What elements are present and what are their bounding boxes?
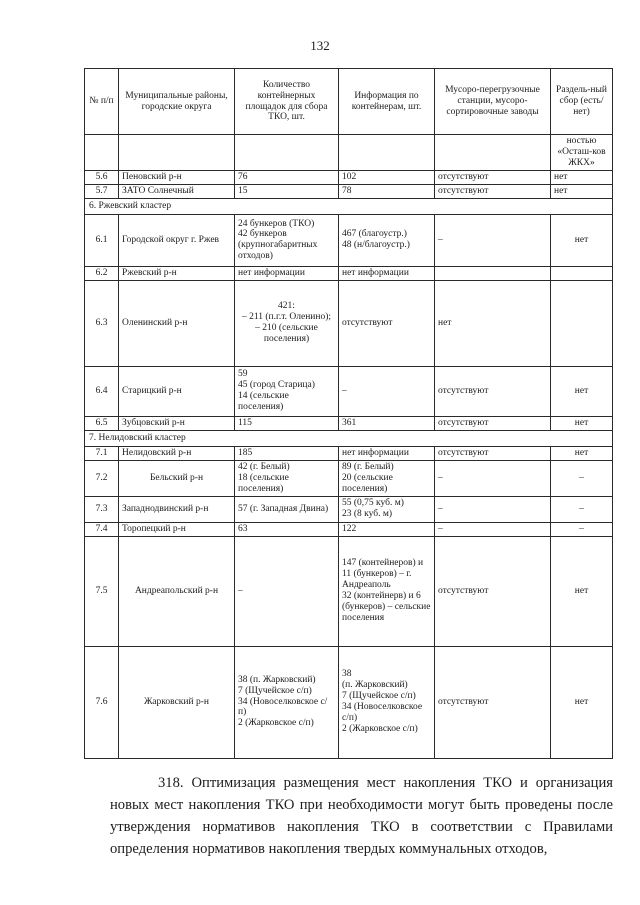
municipality-name: Жарковский р-н bbox=[119, 646, 235, 758]
containers-info: 147 (контейнеров) и 11 (бункеров) – г. Андреаполь 32 (контейнерв) и 6 (бункеров) – сельские поселения bbox=[339, 536, 435, 646]
containers-info: 38 (п. Жарковский) 7 (Щучейское с/п) 34 (Новоселковское с/п) 2 (Жарковское с/п) bbox=[339, 646, 435, 758]
separate-collection: – bbox=[551, 460, 613, 496]
table-row bbox=[85, 446, 613, 460]
stations-info: нет bbox=[435, 280, 551, 366]
separate-collection: нет bbox=[551, 536, 613, 646]
sites-count: 63 bbox=[235, 522, 339, 536]
stations-info: – bbox=[435, 496, 551, 522]
municipality-name: Пеновский р-н bbox=[119, 171, 235, 185]
table-row bbox=[85, 460, 613, 496]
municipality-name: Андреапольский р-н bbox=[119, 536, 235, 646]
table-row bbox=[85, 135, 613, 171]
header-municipality: Муниципальные районы, городские округа bbox=[119, 69, 235, 135]
municipality-name: Нелидовский р-н bbox=[119, 446, 235, 460]
table-row bbox=[85, 496, 613, 522]
municipality-name: ЗАТО Солнечный bbox=[119, 184, 235, 198]
row-number: 7.1 bbox=[85, 446, 119, 460]
sites-count: 185 bbox=[235, 446, 339, 460]
row-number: 6.1 bbox=[85, 214, 119, 266]
containers-info: 122 bbox=[339, 522, 435, 536]
containers-info: – bbox=[339, 366, 435, 416]
body-paragraph bbox=[110, 772, 613, 860]
table-header-row bbox=[85, 69, 613, 135]
containers-info: 361 bbox=[339, 416, 435, 430]
table-row bbox=[85, 522, 613, 536]
stations-info: отсутствуют bbox=[435, 366, 551, 416]
cluster-heading-row bbox=[85, 430, 613, 446]
separate-collection: нет bbox=[551, 171, 613, 185]
containers-info: 78 bbox=[339, 184, 435, 198]
header-sites: Количество контейнерных площадок для сбора ТКО, шт. bbox=[235, 69, 339, 135]
table-row bbox=[85, 536, 613, 646]
containers-info: 467 (благоустр.) 48 (н/благоустр.) bbox=[339, 214, 435, 266]
stations-info: – bbox=[435, 460, 551, 496]
municipality-name: Оленинский р-н bbox=[119, 280, 235, 366]
header-separate: Раздель-ный сбор (есть/ нет) bbox=[551, 69, 613, 135]
row-number: 6.3 bbox=[85, 280, 119, 366]
row-number: 7.2 bbox=[85, 460, 119, 496]
row-number: 5.7 bbox=[85, 184, 119, 198]
row-number: 6.2 bbox=[85, 266, 119, 280]
row-number: 5.6 bbox=[85, 171, 119, 185]
stations-info: отсутствуют bbox=[435, 184, 551, 198]
stations-info: отсутствуют bbox=[435, 536, 551, 646]
separate-collection: нет bbox=[551, 646, 613, 758]
row-number: 7.6 bbox=[85, 646, 119, 758]
sites-count: 59 45 (город Старица) 14 (сельские поселения) bbox=[235, 366, 339, 416]
separate-collection: нет bbox=[551, 214, 613, 266]
municipality-name: Зубцовский р-н bbox=[119, 416, 235, 430]
row-number: 7.3 bbox=[85, 496, 119, 522]
separate-collection: нет bbox=[551, 416, 613, 430]
separate-collection: нет bbox=[551, 366, 613, 416]
separate-collection: нет bbox=[551, 446, 613, 460]
separate-collection bbox=[551, 266, 613, 280]
table-row bbox=[85, 366, 613, 416]
containers-info: отсутствуют bbox=[339, 280, 435, 366]
page-number: 132 bbox=[310, 38, 330, 53]
containers-info: 89 (г. Белый) 20 (сельские поселения) bbox=[339, 460, 435, 496]
waste-sites-table-wrapper bbox=[84, 68, 612, 759]
municipality-name: Торопецкий р-н bbox=[119, 522, 235, 536]
header-stations: Мусоро-перегрузочные станции, мусоро-сортировочные заводы bbox=[435, 69, 551, 135]
municipality-name: Ржевский р-н bbox=[119, 266, 235, 280]
continuation-note: ностью «Осташ-ков ЖКХ» bbox=[551, 135, 613, 171]
containers-info: 102 bbox=[339, 171, 435, 185]
separate-collection bbox=[551, 280, 613, 366]
separate-collection: нет bbox=[551, 184, 613, 198]
row-number: 7.5 bbox=[85, 536, 119, 646]
cluster-heading-row bbox=[85, 198, 613, 214]
header-containers: Информация по контейнерам, шт. bbox=[339, 69, 435, 135]
sites-count: 24 бункеров (ТКО) 42 бункеров (крупногабаритных отходов) bbox=[235, 214, 339, 266]
containers-info: нет информации bbox=[339, 266, 435, 280]
stations-info: – bbox=[435, 214, 551, 266]
sites-count: – bbox=[235, 536, 339, 646]
sites-count: 76 bbox=[235, 171, 339, 185]
stations-info bbox=[435, 266, 551, 280]
row-number: 6.4 bbox=[85, 366, 119, 416]
containers-info: нет информации bbox=[339, 446, 435, 460]
row-number: 6.5 bbox=[85, 416, 119, 430]
cluster-heading: 7. Нелидовский кластер bbox=[85, 430, 613, 446]
row-number: 7.4 bbox=[85, 522, 119, 536]
stations-info: отсутствуют bbox=[435, 646, 551, 758]
sites-count: 57 (г. Западная Двина) bbox=[235, 496, 339, 522]
stations-info: отсутствуют bbox=[435, 171, 551, 185]
municipality-name: Старицкий р-н bbox=[119, 366, 235, 416]
table-row bbox=[85, 646, 613, 758]
containers-info: 55 (0,75 куб. м) 23 (8 куб. м) bbox=[339, 496, 435, 522]
stations-info: отсутствуют bbox=[435, 446, 551, 460]
table-row bbox=[85, 266, 613, 280]
table-row bbox=[85, 416, 613, 430]
table-row bbox=[85, 214, 613, 266]
sites-count: 421: – 211 (п.г.т. Оленино); – 210 (сельские поселения) bbox=[235, 280, 339, 366]
cluster-heading: 6. Ржевский кластер bbox=[85, 198, 613, 214]
table-row bbox=[85, 171, 613, 185]
municipality-name: Городской округ г. Ржев bbox=[119, 214, 235, 266]
sites-count: 115 bbox=[235, 416, 339, 430]
stations-info: – bbox=[435, 522, 551, 536]
separate-collection: – bbox=[551, 522, 613, 536]
waste-sites-table bbox=[84, 68, 613, 759]
municipality-name: Бельский р-н bbox=[119, 460, 235, 496]
stations-info: отсутствуют bbox=[435, 416, 551, 430]
municipality-name: Западнодвинский р-н bbox=[119, 496, 235, 522]
sites-count: 42 (г. Белый) 18 (сельские поселения) bbox=[235, 460, 339, 496]
header-number: № п/п bbox=[85, 69, 119, 135]
sites-count: 38 (п. Жарковский) 7 (Щучейское с/п) 34 (Новоселковское с/п) 2 (Жарковское с/п) bbox=[235, 646, 339, 758]
separate-collection: – bbox=[551, 496, 613, 522]
table-row bbox=[85, 184, 613, 198]
sites-count: 15 bbox=[235, 184, 339, 198]
sites-count: нет информации bbox=[235, 266, 339, 280]
table-row bbox=[85, 280, 613, 366]
paragraph-318: 318. Оптимизация размещения мест накопления ТКО и организация новых мест накопления ТКО при необходимости могут быть проведены после утверждения нормативов накопления ТКО в соответствии с Правилами определения нормативов накопления твердых коммунальных отходов, bbox=[110, 775, 613, 857]
